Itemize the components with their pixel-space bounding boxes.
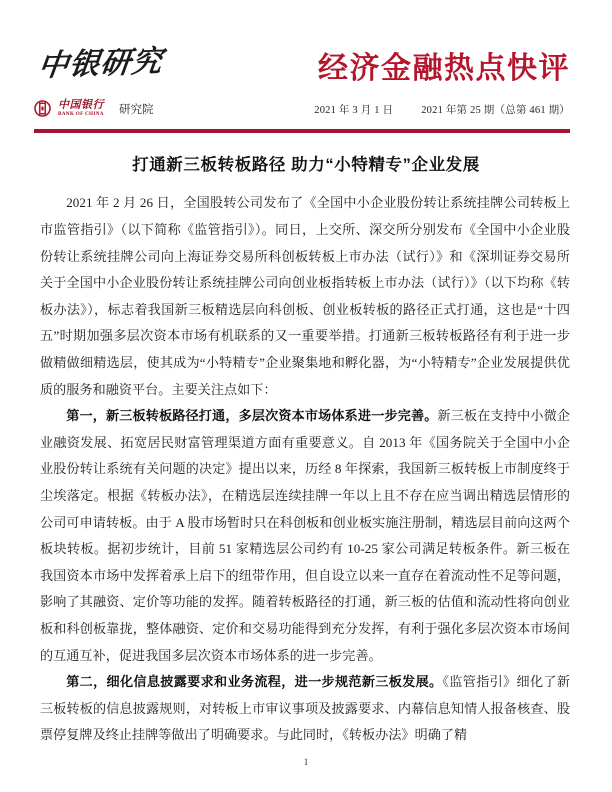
bank-name-en: BANK OF CHINA xyxy=(58,111,104,118)
paragraph-3-text: 《监管指引》细化了新三板转板的信息披露规则，对转板上市审议事项及披露要求、内幕信息知情人报备核查、股票停复牌及终止挂牌等做出了明确要求。与此同时，《转板办法》明确了精 xyxy=(40,674,570,743)
issue-date: 2021 年 3 月 1 日 xyxy=(314,104,394,116)
page-number: 1 xyxy=(303,758,309,768)
bank-of-china-logo-icon xyxy=(34,100,51,117)
paragraph-3 xyxy=(40,669,570,749)
bank-identity xyxy=(34,100,154,117)
article-body xyxy=(40,190,570,748)
bank-name-cn: 中国银行 xyxy=(58,99,104,112)
issue-number: 2021 年第 25 期（总第 461 期） xyxy=(421,104,570,116)
bank-name-block xyxy=(58,100,104,117)
masthead-subrow xyxy=(0,94,612,124)
masthead xyxy=(0,0,612,94)
document-title: 打通新三板转板路径 助力“小特精专”企业发展 xyxy=(132,156,480,174)
paragraph-2-lead: 第一，新三板转板路径打通，多层次资本市场体系进一步完善。 xyxy=(66,408,438,424)
paragraph-1 xyxy=(40,190,570,403)
paragraph-2 xyxy=(40,403,570,669)
masthead-row xyxy=(34,45,570,85)
paragraph-2-text: 新三板在支持中小微企业融资发展、拓宽居民财富管理渠道方面有重要意义。自 2013 年《国务院关于全国中小企业股份转让系统有关问题的决定》提出以来，历经 8 年探索，我国新三板转板上市制度终于尘埃落定。根据《转板办法》，在精选层连续挂牌一年以上且不存在应当调出精选层情形的公司可申请转板。由于 A 股市场暂时只在科创板和创业板实施注册制，精选层目前向这两个板块转板。据初步统计，目前 51 家精选层公司约有 10-25 家公司满足转板条件。新三板在我国资本市场中发挥着承上启下的纽带作用，但自设立以来一直存在着流动性不足等问题，影响了其融资、定价等功能的发挥。随着转板路径的打通，新三板的估值和流动性将向创业板和科创板靠拢，整体融资、定价和交易功能得到充分发挥，有利于强化多层次资本市场间的互通互补，促进我国多层次资本市场体系的进一步完善。 xyxy=(40,408,570,663)
institute-label: 研究院 xyxy=(119,103,154,116)
issue-info xyxy=(314,102,570,117)
brand-logo-script: 中银研究 xyxy=(36,45,165,83)
publication-title: 经济金融热点快评 xyxy=(318,52,570,85)
header-divider-rule xyxy=(34,129,570,133)
paragraph-3-lead: 第二，细化信息披露要求和业务流程，进一步规范新三板发展。 xyxy=(66,674,443,690)
paragraph-1-text: 2021 年 2 月 26 日，全国股转公司发布了《全国中小企业股份转让系统挂牌公司转板上市监管指引》（以下简称《监管指引》）。同日，上交所、深交所分别发布《全国中小企业股份转让系统挂牌公司向上海证券交易所科创板转板上市办法（试行）》和《深圳证券交易所关于全国中小企业股份转让系统挂牌公司向创业板指转板上市办法（试行）》（以下均称《转板办法》），标志着我国新三板精选层向科创板、创业板转板的路径正式打通，这也是“十四五”时期加强多层次资本市场有机联系的又一重要举措。打通新三板转板路径有利于进一步做精做细精选层，使其成为“小特精专”企业聚集地和孵化器，为“小特精专”企业发展提供优质的服务和融资平台。主要关注点如下： xyxy=(40,195,570,397)
